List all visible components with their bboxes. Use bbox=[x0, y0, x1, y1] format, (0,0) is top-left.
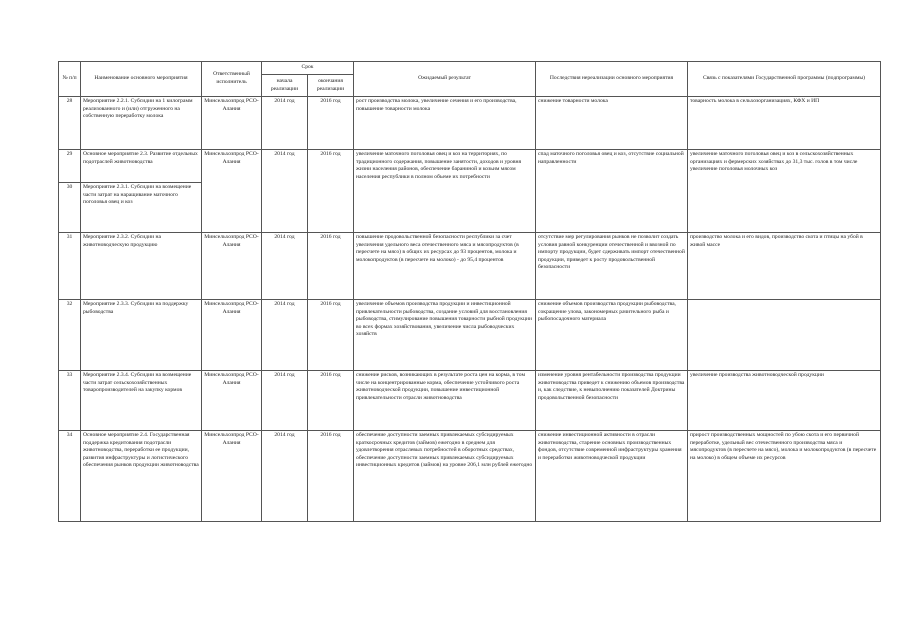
row-end: 2016 год bbox=[308, 371, 354, 431]
row-end: 2016 год bbox=[308, 233, 354, 300]
row-start: 2014 год bbox=[262, 233, 308, 300]
row-consequences: отсутствие мер регулирования рынков не позволит создать условия равной конкуренции отечественной и ввозной по импорту продукции, будет сдерживать импорт отечественной продукции, приведет к росту продовольственной безопасности bbox=[536, 233, 688, 300]
row-num: 32 bbox=[59, 300, 81, 371]
row-link: прирост производственных мощностей по убою скота и его первичной переработке, удельный вес отечественного производства мяса и мясопродуктов (в пересчете на мясо), молока и молокопродуктов (в пересчете на молоко) в общем объеме их ресурсов bbox=[688, 431, 881, 522]
row-name: Мероприятие 2.3.3. Субсидии на поддержку рыбоводства bbox=[81, 300, 202, 371]
row-executor: Минсельхозпрод РСО-Алания bbox=[202, 371, 262, 431]
row-link: товарность молока в сельхозорганизациях, КФХ и ИП bbox=[688, 97, 881, 150]
table-row bbox=[59, 97, 881, 150]
row-start: 2014 год bbox=[262, 300, 308, 371]
row-start: 2014 год bbox=[262, 371, 308, 431]
header-result: Ожидаемый результат bbox=[354, 62, 536, 97]
row-name: Мероприятие 2.2.1. Субсидии на 1 килограмм реализованного и (или) отгруженного на собственную переработку молока bbox=[81, 97, 202, 150]
header-executor: Ответственный исполнитель bbox=[202, 62, 262, 97]
row-consequences: снижение инвестиционной активности в отрасли животноводства, старение основных производственных фондов, отсутствие современной инфраструктуры хранения и переработки животноводческой продукции bbox=[536, 431, 688, 522]
row-name: Мероприятие 2.3.1. Субсидии на возмещение части затрат на наращивание маточного поголовья овец и коз bbox=[81, 183, 202, 233]
row-link: увеличение производства животноводческой продукции bbox=[688, 371, 881, 431]
row-end: 2016 год bbox=[308, 97, 354, 150]
header-term-start: начала реализации bbox=[262, 75, 308, 97]
row-result: увеличение объемов производства продукции и инвестиционной привлекательности рыбоводства, создание условий для восстановления рыбоводства, стимулирование повышения товарности рыбной продукции во всех формах хозяйствования, увеличение числа рыбоводческих хозяйств bbox=[354, 300, 536, 371]
row-executor: Минсельхозпрод РСО-Алания bbox=[202, 233, 262, 300]
table-row bbox=[59, 150, 881, 183]
row-executor: Минсельхозпрод РСО-Алания bbox=[202, 300, 262, 371]
row-executor: Минсельхозпрод РСО-Алания bbox=[202, 150, 262, 233]
row-num: 34 bbox=[59, 431, 81, 522]
row-consequences: спад маточного поголовья овец и коз, отсутствие социальной направленности bbox=[536, 150, 688, 233]
program-table bbox=[58, 61, 881, 522]
row-num: 28 bbox=[59, 97, 81, 150]
row-result: увеличение маточного поголовья овец и коз на территориях, по традиционного содержания, повышение занятости, доходов и уровня жизни населения районов, обеспечение бараниной и козьим мясом населения республики в полном объеме их потребности bbox=[354, 150, 536, 233]
table-row bbox=[59, 233, 881, 300]
row-result: снижение рисков, возникающих в результате роста цен на корма, в том числе на концентрированные корма, обеспечение устойчивого роста животноводческой продукции, повышение инвестиционной привлекательности отрасли животноводства bbox=[354, 371, 536, 431]
row-start: 2014 год bbox=[262, 431, 308, 522]
row-link bbox=[688, 300, 881, 371]
header-link: Связь с показателями Государственной программы (подпрограммы) bbox=[688, 62, 881, 97]
row-result: рост производства молока, увеличение сечения и его производства, повышение товарности молока bbox=[354, 97, 536, 150]
row-name: Основное мероприятие 2.4. Государственная поддержка кредитования подотрасли животноводства, переработки ее продукции, развития инфраструктуры и логистического обеспечения рынков продукции животноводства bbox=[81, 431, 202, 522]
row-num: 29 bbox=[59, 150, 81, 183]
row-link: увеличение маточного поголовья овец и коз в сельскохозяйственных организациях и фермерских хозяйствах до 31,3 тыс. голов в том числе увеличение поголовья молочных коз bbox=[688, 150, 881, 233]
header-consequences: Последствия нереализации основного мероприятия bbox=[536, 62, 688, 97]
table-row bbox=[59, 300, 881, 371]
row-consequences: снижение объемов производства продукции рыбоводства, сокращение улова, закономерных рачительного рыба и рыбопосадочного материала bbox=[536, 300, 688, 371]
row-consequences: изменение уровня рентабельности производства продукции животноводства приведет к снижению объемов производства и, как следствие, к невыполнению показателей Доктрины продовольственной безопасности bbox=[536, 371, 688, 431]
row-num: 31 bbox=[59, 233, 81, 300]
row-name: Основное мероприятие 2.3. Развитие отдельных подотраслей животноводства bbox=[81, 150, 202, 183]
header-name: Наименование основного мероприятия bbox=[81, 62, 202, 97]
row-name: Мероприятие 2.3.2. Субсидии на животноводческую продукцию bbox=[81, 233, 202, 300]
row-end: 2016 год bbox=[308, 150, 354, 233]
row-executor: Минсельхозпрод РСО-Алания bbox=[202, 97, 262, 150]
row-num: 33 bbox=[59, 371, 81, 431]
row-start: 2014 год bbox=[262, 97, 308, 150]
row-link: производство молока и его видов, производство скота и птицы на убой в живой массе bbox=[688, 233, 881, 300]
row-name: Мероприятие 2.3.4. Субсидии на возмещение части затрат сельскохозяйственных товаропроизводителей на закупку кормов bbox=[81, 371, 202, 431]
header-num: № п/п bbox=[59, 62, 81, 97]
header-term-end: окончания реализации bbox=[308, 75, 354, 97]
header-row-top bbox=[59, 62, 881, 75]
row-consequences: снижение товарности молока bbox=[536, 97, 688, 150]
header-term: Срок bbox=[262, 62, 354, 75]
row-end: 2016 год bbox=[308, 300, 354, 371]
row-result: повышение продовольственной безопасности республики за счет увеличения удельного веса отечественного мяса и мясопродуктов (в пересчете на мясо) в общих их ресурсах до 93 процентов, молока и молокопродуктов (в пересчете на молоко) - до 95,4 процентов bbox=[354, 233, 536, 300]
row-start: 2014 год bbox=[262, 150, 308, 233]
row-end: 2016 год bbox=[308, 431, 354, 522]
row-result: обеспечение доступности заемных привлекаемых субсидируемых краткосрочных кредитов (займов) ежегодно в среднем для удовлетворения отраслевых потребностей в оборотных средствах, обеспечение доступности заемных привлекаемых субсидируемых инвестиционных кредитов (займов) на уровне 206,1 млн рублей ежегодно bbox=[354, 431, 536, 522]
row-executor: Минсельхозпрод РСО-Алания bbox=[202, 431, 262, 522]
table-row bbox=[59, 371, 881, 431]
table-row bbox=[59, 431, 881, 522]
row-num: 30 bbox=[59, 183, 81, 233]
